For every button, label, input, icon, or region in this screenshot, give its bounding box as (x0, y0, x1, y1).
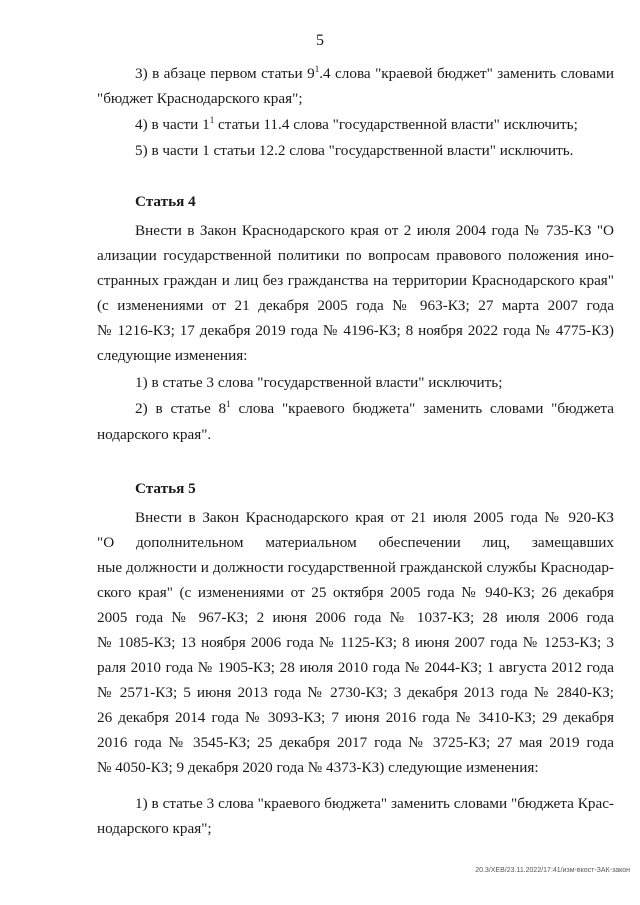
article-5-line: ные должности и должности государственной гражданской службы Краснодар- (97, 559, 614, 576)
article-5-line: ского края" (с изменениями от 25 октября 2005 года № 940-КЗ; 26 декабря (97, 584, 614, 601)
article-5-heading: Статья 5 (135, 480, 196, 497)
article-5-line: № 4050-КЗ; 9 декабря 2020 года № 4373-КЗ) следующие изменения: (97, 759, 539, 776)
article-4-item-2: 2) в статье $8^1$ слова "краевого бюджета" заменить словами "бюджета (135, 399, 614, 417)
article-4-line: ализации государственной политики по вопросам правового положения ино- (97, 247, 614, 264)
list-item-4: 4) в части $1^1$ статьи 11.4 слова "государственной власти" исключить; (135, 115, 578, 133)
article-5-item-1: 1) в статье 3 слова "краевого бюджета" заменить словами "бюджета Крас- (135, 795, 614, 812)
article-5-line: 26 декабря 2014 года № 3093-КЗ; 7 июня 2016 года № 3410-КЗ; 29 декабря (97, 709, 614, 726)
article-4-item-1: 1) в статье 3 слова "государственной власти" исключить; (135, 374, 503, 391)
article-5-line: Внести в Закон Краснодарского края от 21 июля 2005 года № 920-КЗ (135, 509, 614, 526)
article-4-line: следующие изменения: (97, 347, 248, 364)
list-item-3-continuation: "бюджет Краснодарского края"; (97, 90, 303, 107)
article-4-line: (с изменениями от 21 декабря 2005 года № 963-КЗ; 27 марта 2007 года (97, 297, 614, 314)
article-5-line: 2016 года № 3545-КЗ; 25 декабря 2017 года № 3725-КЗ; 27 мая 2019 года (97, 734, 614, 751)
article-4-line: Внести в Закон Краснодарского края от 2 июля 2004 года № 735-КЗ "О (135, 222, 614, 239)
article-5-item-1-continuation: нодарского края"; (97, 820, 212, 837)
article-4-line: странных граждан и лиц без гражданства на территории Краснодарского края" (97, 272, 614, 289)
article-4-heading: Статья 4 (135, 193, 196, 210)
article-4-item-2-continuation: нодарского края". (97, 426, 212, 443)
page-number: 5 (316, 32, 324, 49)
article-5-line: "О дополнительном материальном обеспечении лиц, замещавших (97, 534, 614, 551)
article-5-line: № 2571-КЗ; 5 июня 2013 года № 2730-КЗ; 3 декабря 2013 года № 2840-КЗ; (97, 684, 614, 701)
article-5-line: раля 2010 года № 1905-КЗ; 28 июля 2010 года № 2044-КЗ; 1 августа 2012 года (97, 659, 614, 676)
article-5-line: № 1085-КЗ; 13 ноября 2006 года № 1125-КЗ; 8 июня 2007 года № 1253-КЗ; 3 (97, 634, 614, 651)
article-4-line: № 1216-КЗ; 17 декабря 2019 года № 4196-КЗ; 8 ноября 2022 года № 4775-КЗ) (97, 322, 614, 339)
list-item-3: 3) в абзаце первом статьи $9^1.4$ слова "краевой бюджет" заменить словами (135, 64, 614, 82)
list-item-5: 5) в части 1 статьи 12.2 слова "государственной власти" исключить. (135, 142, 574, 159)
article-5-line: 2005 года № 967-КЗ; 2 июня 2006 года № 1037-КЗ; 28 июля 2006 года (97, 609, 614, 626)
footer-document-code: 20.3/ХЕВ/23.11.2022/17:41/изм-вкост-ЗАК-закон (475, 867, 630, 874)
